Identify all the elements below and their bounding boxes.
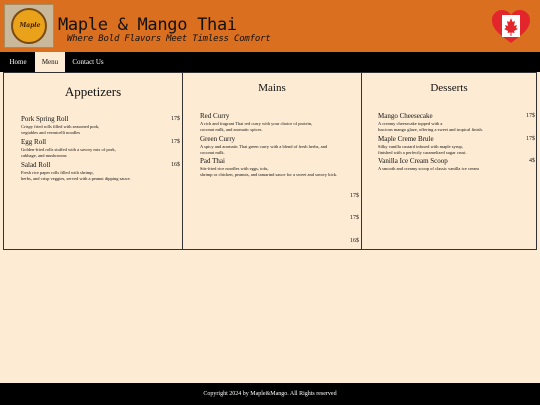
nav-contact-us[interactable]: Contact Us bbox=[72, 58, 104, 66]
item-description: Stir-fried rice noodles with eggs, tofu, shrimp or chicken, peanuts, and tamarind sauce for a sweet and savory kick. bbox=[200, 166, 338, 177]
item-description: Fresh rice paper rolls filled with shrimp, herbs, and crisp veggies, served with a peanut dipping sauce. bbox=[21, 170, 131, 181]
item-name: Mango Cheesecake bbox=[378, 112, 433, 120]
item-price: 17$ bbox=[526, 113, 535, 119]
menu-item bbox=[21, 138, 116, 159]
item-price: 16$ bbox=[350, 238, 359, 244]
item-price: 17$ bbox=[350, 215, 359, 221]
canada-flag-heart-icon bbox=[490, 9, 532, 45]
menu-item bbox=[378, 112, 483, 133]
item-name: Pad Thai bbox=[200, 157, 225, 165]
item-price: 17$ bbox=[526, 136, 535, 142]
item-description: A spicy and aromatic Thai green curry with a blend of fresh herbs, and coconut milk. bbox=[200, 144, 328, 155]
site-header bbox=[0, 0, 540, 52]
item-name: Pork Spring Roll bbox=[21, 115, 69, 123]
desserts-heading: Desserts bbox=[430, 82, 468, 94]
desserts-column bbox=[361, 72, 537, 250]
nav-home[interactable]: Home bbox=[9, 58, 27, 66]
site-footer bbox=[0, 383, 540, 405]
item-description: A rich and fragrant Thai red curry with your choice of protein, coconut milk, and aromatic spices. bbox=[200, 121, 313, 132]
mains-heading: Mains bbox=[258, 82, 286, 94]
item-name: Green Curry bbox=[200, 135, 236, 143]
item-description: A smooth and creamy scoop of classic vanilla ice cream bbox=[378, 166, 479, 171]
copyright-text: Copyright 2024 by Maple&Mango. All Rights reserved bbox=[203, 391, 337, 397]
menu-item bbox=[200, 135, 327, 156]
item-price: 4$ bbox=[529, 158, 535, 164]
item-price: 16$ bbox=[171, 162, 180, 168]
appetizers-heading: Appetizers bbox=[64, 84, 122, 99]
menu-item bbox=[378, 135, 467, 156]
menu-item bbox=[21, 161, 131, 182]
item-description: Golden-fried rolls stuffed with a savory mix of pork, cabbage, and mushrooms bbox=[21, 147, 116, 158]
logo-emblem bbox=[11, 8, 47, 44]
item-description: Silky vanilla custard infused with maple syrup, finished with a perfectly caramelized sugar crust. bbox=[378, 144, 467, 155]
item-name: Maple Creme Brule bbox=[378, 135, 434, 143]
item-price: 17$ bbox=[171, 139, 180, 145]
nav-menu[interactable]: Menu bbox=[35, 52, 65, 72]
item-name: Red Curry bbox=[200, 112, 230, 120]
site-subtitle: Where Bold Flavors Meet Timless Comfort bbox=[67, 34, 271, 44]
item-price: 17$ bbox=[171, 116, 180, 122]
site-title: Maple & Mango Thai bbox=[58, 15, 237, 35]
menu-item bbox=[200, 157, 337, 178]
item-name: Egg Roll bbox=[21, 138, 47, 146]
menu-item bbox=[200, 112, 312, 133]
item-description: Crispy fried rolls filled with seasoned pork, vegtables and vermicelli noodles bbox=[21, 124, 100, 135]
main-nav bbox=[0, 52, 540, 72]
item-description: A creamy cheesecake topped with a luscious mango glaze, offering a sweet and tropical finish. bbox=[378, 121, 483, 132]
item-name: Salad Roll bbox=[21, 161, 51, 169]
item-price: 17$ bbox=[350, 193, 359, 199]
mains-column bbox=[182, 72, 362, 250]
logo-text: Maple bbox=[19, 22, 41, 29]
menu-item bbox=[378, 157, 479, 172]
menu-item bbox=[21, 115, 99, 136]
appetizers-column bbox=[3, 72, 183, 250]
item-name: Vanilla Ice Cream Scoop bbox=[378, 157, 448, 165]
logo[interactable] bbox=[4, 4, 54, 48]
